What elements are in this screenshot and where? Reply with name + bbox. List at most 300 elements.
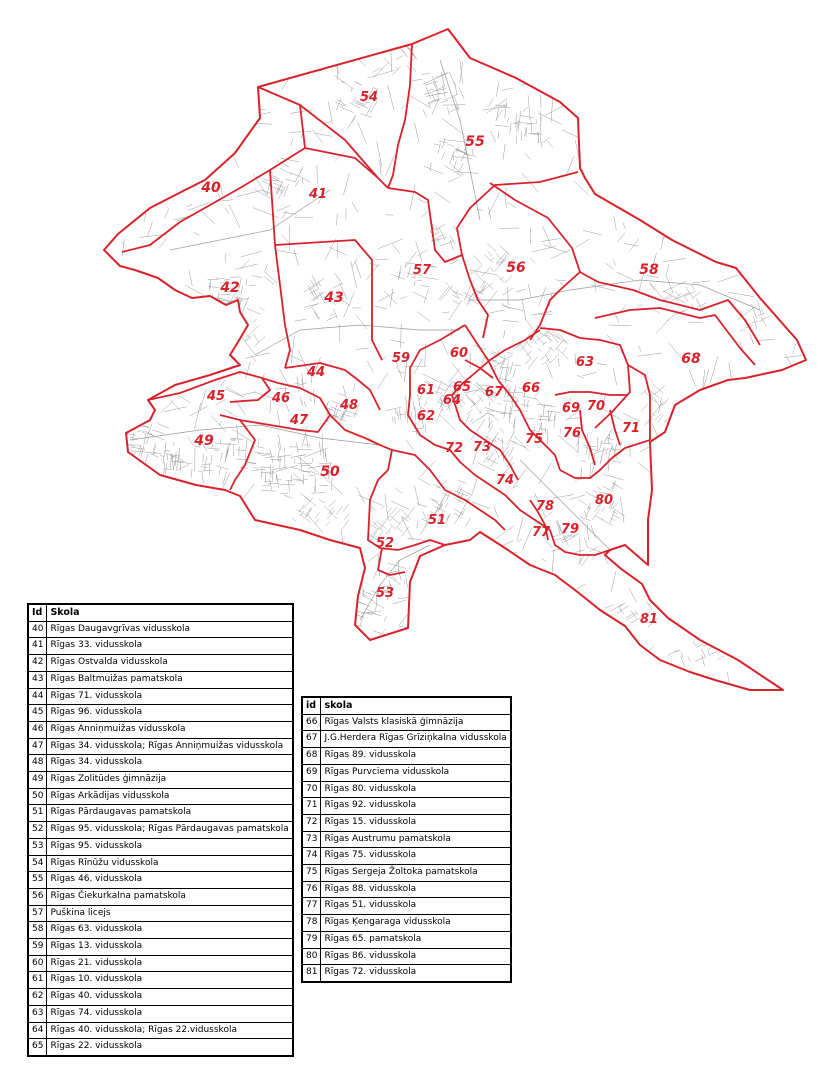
street [453,291,463,295]
legend-header-name: skola [321,697,511,714]
street [513,369,516,378]
district-border [122,105,305,252]
street [352,97,355,103]
street [703,184,709,187]
street [400,296,407,298]
street [455,565,468,569]
street [110,577,131,592]
street [284,448,285,453]
street [112,505,132,512]
legend-row-id: 65 [28,1039,47,1056]
street [718,69,741,72]
street [329,599,332,607]
street [765,461,766,478]
legend-row-school: Rīgas 10. vidusskola [47,972,293,989]
street [546,347,553,355]
street [789,663,793,690]
street [585,131,598,146]
street [299,176,310,183]
street [340,107,354,113]
street [164,469,173,470]
street [205,107,229,114]
street [719,471,720,497]
legend-row-school: Rīgas 92. vidusskola [321,798,511,815]
street [452,562,454,566]
street [174,89,193,107]
street [388,636,393,649]
legend-row [28,705,293,722]
street [543,226,552,246]
street [296,615,303,623]
legend-header-row [28,604,293,621]
street [735,212,753,217]
street [447,144,454,147]
legend-row-id: 72 [302,814,321,831]
street [424,166,443,173]
street [236,450,245,451]
district-label-68: 68 [681,351,701,367]
street [220,379,226,387]
street [552,550,554,573]
street [544,632,560,643]
street [787,665,797,676]
street [291,336,294,364]
street [738,242,755,243]
street [607,335,624,356]
street [441,72,444,87]
street [367,70,394,78]
street [674,485,679,490]
street [501,306,523,311]
street [540,133,541,147]
street [317,610,329,628]
street [278,442,280,452]
street [412,431,416,432]
street [567,156,574,173]
street [434,192,450,203]
street [798,161,823,167]
street [777,458,778,465]
street [226,328,236,337]
street [435,626,441,647]
street [717,605,726,607]
street [235,318,238,322]
legend-row [302,881,511,898]
street [173,461,175,470]
street [430,498,440,506]
street [538,113,561,124]
legend-row [28,822,293,839]
street [701,214,702,234]
street [315,519,319,524]
legend-row [28,989,293,1006]
street [600,443,612,444]
street [450,546,462,550]
legend-row-id: 56 [28,888,47,905]
street [111,497,121,518]
legend-row [28,772,293,789]
street [726,67,729,76]
street [230,117,240,139]
district-label-70: 70 [586,399,606,414]
street [451,674,472,677]
street [653,661,662,671]
street [259,307,264,311]
street [466,518,470,526]
street [488,659,502,662]
street [506,352,513,354]
legend-header-id: id [302,697,321,714]
street [539,429,547,431]
street [557,349,568,360]
district-label-49: 49 [194,433,214,449]
street [372,677,392,678]
street [374,571,377,580]
street [164,505,177,515]
street [477,554,479,565]
street [614,216,617,230]
street [270,465,271,478]
legend-row-school: Rīgas 65. pamatskola [321,931,511,948]
legend-row [28,972,293,989]
street [297,377,299,393]
street [391,340,405,343]
street [237,190,263,196]
street [211,294,212,305]
street [611,571,616,591]
street [516,114,517,128]
street [488,577,489,587]
street [680,88,692,93]
street [117,454,124,467]
street [124,195,131,202]
street [699,466,718,486]
street [253,208,278,218]
street [693,641,695,646]
street [202,464,212,465]
district-label-55: 55 [465,134,485,150]
street [492,544,495,554]
street [225,443,230,463]
street [144,434,146,444]
legend-row-school: Rīgas Ostvalda vidusskola [47,655,293,672]
street [280,493,288,494]
street [131,146,136,157]
street [438,143,441,154]
street [534,397,544,408]
street [447,639,460,640]
street [669,601,694,610]
legend-row [302,814,511,831]
district-border [560,440,650,478]
street [141,445,144,457]
street [406,396,408,424]
street [283,586,301,599]
legend-row-id: 59 [28,939,47,956]
street [615,109,641,113]
street [660,679,668,689]
street [496,274,504,283]
street [388,85,394,110]
street [527,400,528,408]
street [132,558,153,568]
street [125,76,146,78]
street [629,159,647,172]
legend-row-school: Rīgas 86. vidusskola [321,948,511,965]
legend-row-id: 43 [28,671,47,688]
legend-row-school: Rīgas Purvciema vidusskola [321,764,511,781]
street [453,156,454,161]
street [459,674,464,679]
street [130,437,137,438]
street [781,274,798,282]
street [120,287,121,298]
legend-row-id: 63 [28,1005,47,1022]
street [363,666,372,669]
street [413,401,414,410]
street [172,343,179,349]
street [272,175,279,179]
street [228,336,237,344]
legend-row-school: Rīgas 46. vidusskola [47,872,293,889]
legend-row-school: Rīgas 95. vidusskola [47,838,293,855]
legend-row [302,931,511,948]
street [605,659,611,667]
street [528,619,536,625]
street [193,124,202,146]
street [182,299,186,306]
street [728,470,736,489]
street [291,139,293,146]
street [601,455,603,464]
street [598,83,613,94]
street [673,556,682,569]
district-label-64: 64 [442,393,462,408]
street [338,624,363,626]
district-label-67: 67 [484,385,504,400]
street [166,184,168,200]
street [447,513,451,520]
street [133,276,134,284]
street [462,508,466,516]
street [147,437,149,444]
legend-row-id: 64 [28,1022,47,1039]
street [245,52,262,54]
street [455,546,457,553]
street [201,467,207,468]
street [654,451,674,465]
street [436,409,442,423]
street [711,204,720,226]
street [555,340,564,351]
street [705,394,726,399]
street [165,208,169,217]
street [327,510,335,519]
street [451,575,455,580]
street [329,247,347,256]
street [210,488,221,513]
street [292,518,295,521]
street [454,512,461,523]
district-label-76: 76 [562,426,582,441]
legend-row-school: Rīgas 72. vidusskola [321,965,511,982]
street [285,550,293,561]
street [641,404,648,412]
street [446,282,460,298]
street [541,558,546,561]
street [221,185,223,196]
street [649,378,653,382]
street [753,174,766,180]
street [223,471,227,485]
street [686,287,694,299]
street [666,264,669,276]
street [517,539,522,543]
legend-row-school: Rīgas 95. vidusskola; Rīgas Pārdaugavas pamatskola [47,822,293,839]
street [277,411,280,426]
street [678,589,703,600]
street [617,272,634,280]
street [294,459,295,464]
street [688,322,703,323]
street [207,93,214,102]
street [384,58,391,66]
street [472,413,488,424]
street [585,511,587,518]
street [114,431,117,441]
street [747,128,765,144]
street [552,74,566,84]
street [145,378,156,386]
street [440,285,453,301]
legend-row [302,764,511,781]
street [495,110,502,121]
street [490,558,492,566]
district-border [330,415,392,450]
street [314,312,318,320]
street [563,649,582,659]
street [417,280,422,281]
street [356,83,361,85]
street [204,457,206,471]
street [152,341,156,349]
legend-row [28,621,293,638]
street [758,339,775,340]
street [449,72,455,86]
street [189,270,192,286]
street [689,369,695,386]
street [419,199,427,203]
street [400,48,408,58]
street [336,507,342,515]
street [458,87,464,99]
street [792,234,797,257]
street [236,459,246,460]
street [508,118,509,122]
district-label-79: 79 [560,522,580,537]
street [291,455,305,458]
street [570,495,586,500]
legend-header-id: Id [28,604,47,621]
street [766,79,768,98]
street [487,244,496,252]
legend-row [28,788,293,805]
street [247,308,261,314]
street [530,257,536,263]
street [541,355,546,360]
street [452,363,464,379]
street [609,151,616,159]
street [421,210,429,217]
legend-row [28,721,293,738]
street [605,605,614,609]
street [191,92,193,113]
street [776,444,790,454]
street [297,449,312,450]
street [551,250,570,259]
street [449,261,458,265]
street [421,285,430,287]
street [225,208,229,214]
street [395,488,402,494]
street [590,685,591,701]
street [766,431,780,435]
legend-row-id: 49 [28,772,47,789]
street [582,372,596,375]
legend-row [302,915,511,932]
street [356,315,367,329]
street [752,81,756,88]
street [302,556,322,569]
street [766,200,778,212]
street [604,428,612,443]
legend-row [302,748,511,765]
street [332,555,343,567]
street [711,651,718,654]
street [504,330,505,338]
street [521,404,530,406]
street [688,657,690,662]
street [126,90,142,112]
street [228,334,234,338]
street [121,241,126,245]
street [497,673,503,694]
street [797,580,806,583]
street [417,521,418,529]
street [399,609,412,626]
street [406,439,414,449]
street [113,442,127,447]
street [522,528,532,550]
street [786,239,789,257]
street [200,389,206,410]
street [501,603,513,608]
street [130,186,144,197]
street [755,75,765,86]
street [242,392,255,395]
street [270,401,271,414]
street [596,101,601,117]
street [541,414,542,421]
street [551,66,578,73]
legend-row-school: Rīgas 40. vidusskola; Rīgas 22.vidusskola [47,1022,293,1039]
street [198,470,213,471]
street [708,649,710,656]
street [655,401,659,407]
street [396,67,399,70]
street [358,59,366,66]
street [128,474,152,481]
